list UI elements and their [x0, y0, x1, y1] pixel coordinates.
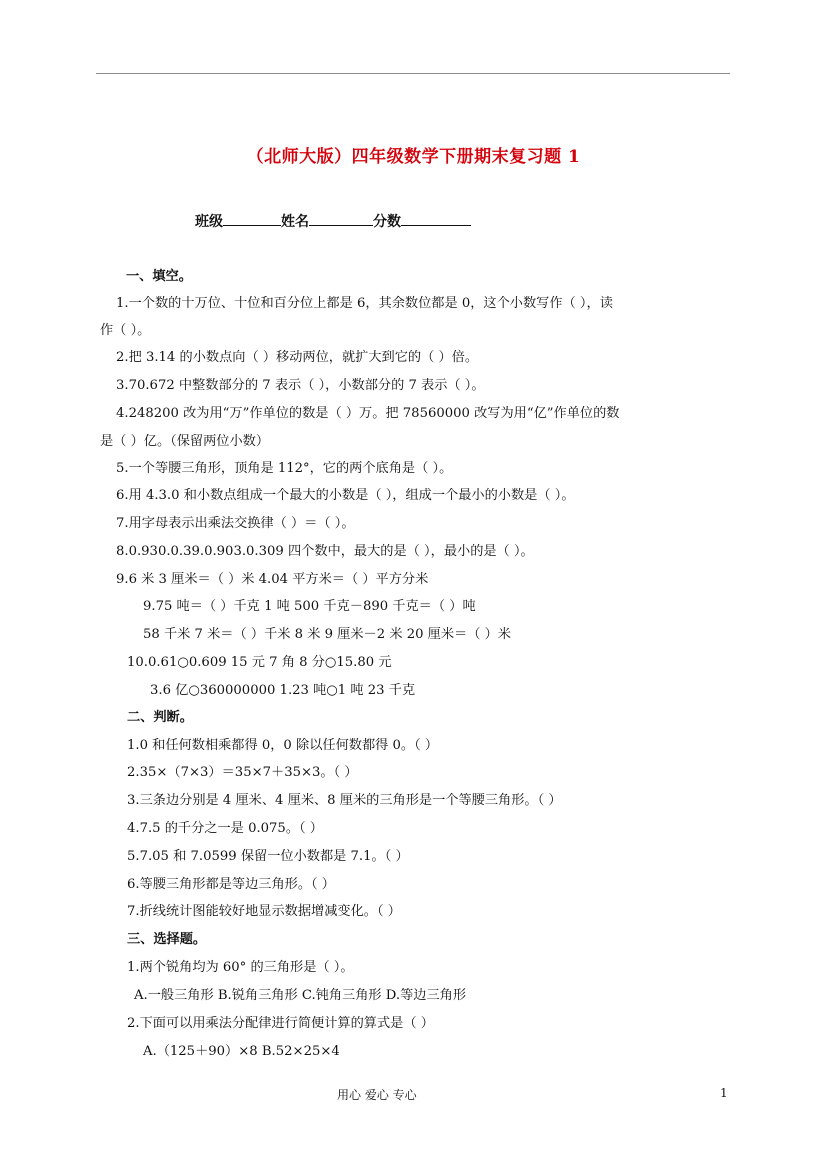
section-heading: 三、选择题。 [127, 932, 207, 947]
name-label: 姓名 [281, 214, 309, 230]
score-blank [401, 211, 471, 226]
exercise-line: 2.下面可以用乘法分配律进行简便计算的算式是（ ） [127, 1016, 434, 1031]
exercise-line: 6.等腰三角形都是等边三角形。（ ） [127, 877, 335, 892]
exercise-line: 58 千米 7 米＝（ ）千米 8 米 9 厘米－2 米 20 厘米＝（ ）米 [143, 627, 511, 642]
exercise-line: 10.0.61○0.609 15 元 7 角 8 分○15.80 元 [127, 655, 392, 670]
section-heading: 二、判断。 [127, 710, 193, 725]
exercise-line: 1.一个数的十万位、十位和百分位上都是 6，其余数位都是 0，这个小数写作（ ），读 [116, 296, 613, 311]
exercise-line: 7.用字母表示出乘法交换律（ ）＝（ ）。 [116, 516, 355, 531]
exercise-line: 2.35×（7×3）＝35×7＋35×3。（ ） [127, 765, 358, 780]
exercise-line: 7.折线统计图能较好地显示数据增减变化。（ ） [127, 904, 401, 919]
class-blank [223, 211, 281, 226]
page-number: 1 [720, 1086, 728, 1100]
exercise-line: 6.用 4.3.0 和小数点组成一个最大的小数是（ ），组成一个最小的小数是（ ）。 [116, 488, 575, 503]
score-label: 分数 [373, 214, 401, 230]
exercise-line: 5.7.05 和 7.0599 保留一位小数都是 7.1。（ ） [127, 849, 409, 864]
exercise-line: 3.70.672 中整数部分的 7 表示（ ），小数部分的 7 表示（ ）。 [116, 378, 485, 393]
class-label: 班级 [195, 214, 223, 230]
exercise-line: 4.7.5 的千分之一是 0.075。（ ） [127, 821, 323, 836]
exercise-line: 作（ ）。 [100, 323, 151, 338]
header-rule [96, 73, 730, 74]
exercise-line: 3.6 亿○360000000 1.23 吨○1 吨 23 千克 [150, 683, 416, 698]
exercise-line: 1.0 和任何数相乘都得 0，0 除以任何数都得 0。（ ） [127, 738, 439, 753]
exercise-line: 5.一个等腰三角形，顶角是 112°，它的两个底角是（ ）。 [116, 461, 453, 476]
exercise-line: 8.0.930.0.39.0.903.0.309 四个数中，最大的是（ ），最小的是（ ）。 [116, 544, 534, 559]
exercise-line: 4.248200 改为用“万”作单位的数是（ ）万。把 78560000 改写为用“亿”作单位的数 [116, 406, 620, 421]
student-info-line [195, 211, 471, 231]
exercise-line: A.（125＋90）×8 B.52×25×4 [143, 1044, 340, 1059]
section-heading: 一、填空。 [126, 269, 192, 284]
exercise-line: 是（ ）亿。（保留两位小数） [100, 434, 270, 449]
footer-motto: 用心 爱心 专心 [337, 1088, 417, 1102]
name-blank [309, 211, 373, 226]
exercise-line: 9.75 吨＝（ ）千克 1 吨 500 千克－890 千克＝（ ）吨 [143, 599, 476, 614]
exercise-line: 2.把 3.14 的小数点向（ ）移动两位，就扩大到它的（ ）倍。 [116, 350, 479, 365]
exercise-line: 1.两个锐角均为 60° 的三角形是（ ）。 [127, 960, 354, 975]
exercise-line: A.一般三角形 B.锐角三角形 C.钝角三角形 D.等边三角形 [134, 988, 467, 1003]
exercise-line: 9.6 米 3 厘米＝（ ）米 4.04 平方米＝（ ）平方分米 [116, 572, 429, 587]
page-title: （北师大版）四年级数学下册期末复习题 1 [246, 147, 581, 167]
exercise-line: 3.三条边分别是 4 厘米、4 厘米、8 厘米的三角形是一个等腰三角形。（ ） [127, 793, 562, 808]
